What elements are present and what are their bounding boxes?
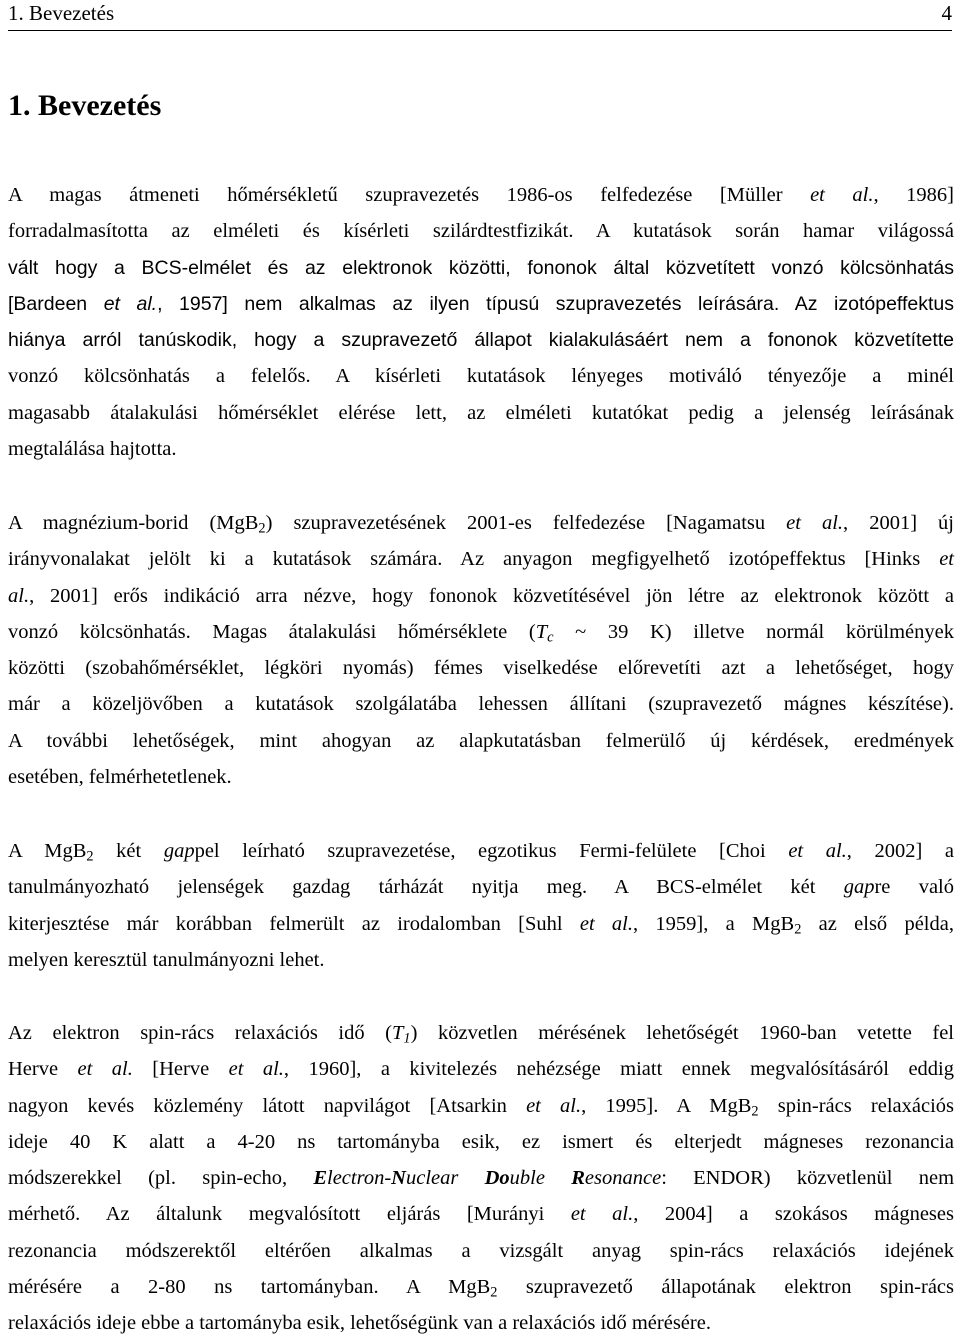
paragraph-line: tanulmányozható jelenségek gazdag tárházát nyitja meg. A BCS-elmélet két gapre való	[8, 876, 954, 899]
paragraph-line: mérésére a 2-80 ns tartományban. A MgB$_2$ szupravezető állapotának elektron spin-rács	[8, 1276, 954, 1301]
paragraph-line: melyen keresztül tanulmányozni lehet.	[8, 948, 325, 971]
paragraph-line: irányvonalakat jelölt ki a kutatások számára. Az anyagon megfigyelhető izotópeffektus [Hinks et	[8, 548, 954, 571]
paragraph-line: vált hogy a BCS-elmélet és az elektronok közötti, fononok által közvetített vonzó kölcsönhatás	[8, 256, 954, 279]
paragraph-line: vonzó kölcsönhatás a felelős. A kísérleti kutatások lényeges motiváló tényezője a minél	[8, 365, 954, 388]
paragraph-line: A további lehetőségek, mint ahogyan az alapkutatásban felmerülő új kérdések, eredmények	[8, 729, 954, 752]
paragraph-1	[8, 177, 954, 467]
paragraph-line: Az elektron spin-rács relaxációs idő $(T_1)$ közvetlen mérésének lehetőségét 1960-ban vetette fel	[8, 1022, 954, 1047]
paragraph-line: Herve et al. [Herve et al., 1960], a kivitelezés nehézsége miatt ennek megvalósításáról eddig	[8, 1058, 954, 1081]
paragraph-line: mérhető. Az általunk megvalósított eljárás [Murányi et al., 2004] a szokásos mágneses	[8, 1203, 954, 1226]
paragraph-line: módszerekkel (pl. spin-echo, Electron-Nuclear Double Resonance: ENDOR) közvetlenül nem	[8, 1167, 955, 1190]
paragraph-line: magasabb átalakulási hőmérséklet elérése lett, az elméleti kutatókat pedig a jelenség leírásának	[8, 401, 954, 424]
paragraph-line: [Bardeen et al., 1957] nem alkalmas az ilyen típusú szupravezetés leírására. Az izotópeffektus	[8, 292, 955, 315]
page-number: 4	[941, 1, 952, 25]
paragraph-line: nagyon kevés közlemény látott napvilágot [Atsarkin et al., 1995]. A MgB$_2$ spin-rács relaxációs	[8, 1094, 954, 1120]
paragraph-line: ideje 40 K alatt a 4-20 ns tartományba esik, ez ismert és elterjedt mágneses rezonancia	[8, 1130, 954, 1153]
paragraph-3	[8, 833, 954, 978]
paragraph-line: már a közeljövőben a kutatások szolgálatába lehessen állítani (szupravezető mágnes készítése).	[8, 693, 954, 716]
paragraph-line: al., 2001] erős indikáció arra nézve, hogy fononok közvetítésével jön létre az elektronok között a	[8, 584, 954, 607]
paragraph-line: forradalmasította az elméleti és kísérleti szilárdtestfizikát. A kutatások során hamar világossá	[8, 220, 954, 243]
paragraph-line: hiánya arról tanúskodik, hogy a szupravezető állapot kialakulásáért nem a fononok közvetítette	[8, 329, 954, 352]
paragraph-line: kiterjesztése már korábban felmerült az irodalomban [Suhl et al., 1959], a MgB$_2$ az első példa,	[8, 912, 954, 938]
paragraph-line: megtalálása hajtotta.	[8, 438, 177, 461]
running-header-chapter: 1. Bevezetés	[8, 1, 115, 25]
chapter-title: 1. Bevezetés	[8, 89, 162, 122]
paragraph-line: esetében, felmérhetetlenek.	[8, 766, 232, 789]
paragraph-line: rezonancia módszerektől eltérően alkalmas a vizsgált anyag spin-rács relaxációs idejének	[8, 1239, 954, 1262]
running-header	[8, 0, 952, 31]
paragraph-2	[8, 505, 954, 795]
paragraph-line: A MgB$_2$ két gappel leírható szupravezetése, egzotikus Fermi-felülete [Choi et al., 2002] a	[8, 840, 955, 865]
paragraph-line: vonzó kölcsönhatás. Magas átalakulási hőmérséklete ($T_c$ ~ 39 K) illetve normál körülmények	[8, 620, 954, 646]
paragraph-line: relaxációs ideje ebbe a tartományba esik, lehetőségünk van a relaxációs idő mérésére.	[8, 1312, 711, 1335]
paragraph-line: A magnézium-borid (MgB$_2$) szupravezetésének 2001-es felfedezése [Nagamatsu et al., 2001] új	[8, 512, 954, 537]
paragraph-line: A magas átmeneti hőmérsékletű szupravezetés 1986-os felfedezése [Müller et al., 1986]	[8, 184, 954, 206]
paragraph-4	[8, 1015, 954, 1342]
paragraph-line: közötti (szobahőmérséklet, légköri nyomás) fémes viselkedése előrevetíti azt a lehetőséget, hogy	[8, 657, 954, 680]
